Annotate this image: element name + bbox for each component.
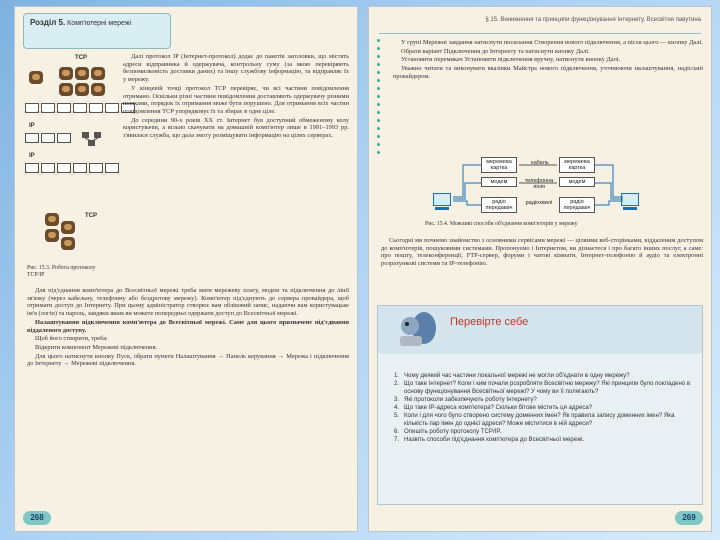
- running-head: § 15. Виникнення та принципи функціонування Інтернету. Всесвітня павутина: [379, 17, 701, 34]
- diagram-box: модем: [481, 177, 517, 187]
- figure-caption: Рис. 15.3. Робота протоколу TCP/IP: [27, 265, 96, 278]
- diagram-box: мережева картка: [481, 157, 517, 173]
- envelope-icon: [41, 133, 55, 143]
- right-page: [368, 6, 712, 532]
- bullet-item: Для цього натиснути кнопку Пуск, обрати пункти Налаштування → Панель керування → Мережа і підключення до Інтернету → Мережеві підключення.: [27, 352, 349, 368]
- dog-image: [61, 237, 75, 250]
- figure-caption: Рис. 15.4. Можливі способи об'єднання комп'ютерів у мережу: [425, 221, 578, 227]
- dog-image: [75, 83, 89, 96]
- envelope-icon: [25, 133, 39, 143]
- computer-stand: [435, 207, 449, 210]
- paragraph: У кінцевій точці протокол TCP перевіряє, чи всі частини повідомлення отримано. Оскільки різні частини повідомлення доставляють одержувачу різними шляхами, порядок їх отримання може бути порушено. Для отримання всіх частин повідомлення TCP упорядковує їх та збирає в одне ціле.: [123, 84, 349, 115]
- question-item: 6. Опишіть роботу протоколу TCP/IP.: [394, 428, 502, 436]
- envelope-icon: [57, 103, 71, 113]
- squirrel-mascot-icon: [394, 310, 438, 350]
- bullet-item: Відкрити компонент Мережеві підключення.: [35, 343, 158, 351]
- envelope-icon: [25, 103, 39, 113]
- section-label: Розділ 5.: [30, 18, 66, 27]
- computer-icon: [621, 193, 639, 206]
- bullet-item: Уважно читати та виконувати вказівки Майстра нового підключення, уточнюючи налаштування, надіслані провайдером.: [393, 65, 703, 80]
- diagram-label: кабель: [531, 160, 549, 166]
- envelope-icon: [57, 133, 71, 143]
- ip-label: IP: [29, 153, 35, 159]
- body-text-bottom: [27, 287, 349, 369]
- tcp-label: TCP: [85, 213, 97, 219]
- envelope-icon: [89, 163, 103, 173]
- tcp-label: TCP: [75, 55, 87, 61]
- question-item: 5. Коли і для чого було створено систему доменних імен? Як правила запису доменних імен? Яка кількість пар імен до однієї адреси? Може міститися в ній адреси?: [394, 412, 675, 427]
- question-list: [394, 372, 696, 445]
- dog-image: [75, 67, 89, 80]
- diagram-label: телефонна лінія: [524, 178, 554, 190]
- bullet-item: Установити перемикач Установити підключення вручну, натиснути кнопку Далі.: [401, 56, 621, 64]
- envelope-icon: [41, 103, 55, 113]
- body-text-top: [123, 53, 349, 141]
- section-header: [23, 13, 171, 49]
- diagram-box: радіо передавач: [559, 197, 595, 213]
- body-text: [381, 237, 703, 269]
- question-item: 3. Які протоколи забезпечують роботу Інтернету?: [394, 395, 537, 403]
- paragraph: Далі протокол IP (Інтернет-протокол) додає до пакетів заголовки, що містять адреси відправника й одержувача, контрольну суму (за якою перевіряють безпомилковість доставки даних) та іншу службову інформацію, та відправляє їх у мережу.: [123, 53, 349, 84]
- diagram-label: радіохвилі: [525, 200, 553, 206]
- diagram-box: радіо передавач: [481, 197, 517, 213]
- packet-row: [25, 103, 135, 113]
- instructions: [393, 39, 703, 82]
- envelope-icon: [25, 163, 39, 173]
- question-item: 7. Назвіть способи під'єднання комп'ютера до Всесвітньої мережі.: [394, 436, 585, 444]
- envelope-icon: [105, 163, 119, 173]
- envelope-icon: [57, 163, 71, 173]
- question-item: 4. Що таке ІР-адреса комп'ютера? Скільки бітове містить ця адреса?: [394, 404, 593, 412]
- envelope-icon: [73, 163, 87, 173]
- computer-stand: [623, 207, 637, 210]
- network-icon: [81, 131, 103, 147]
- envelope-icon: [41, 163, 55, 173]
- question-item: 2. Що таке Інтернет? Коли і ким почали розробляти Всесвітню мережу? Які принципи було покладено в основу функціонування Всесвітньої мережі? У чому ви її полягають?: [394, 380, 691, 395]
- envelope-icon: [89, 103, 103, 113]
- paragraph: Сьогодні ми почнемо знайомство з основними сервісами мережі — цілкими веб-сторінками, віддаленим доступом до комп'ютерів, пошуковими системами. Пропонуємо і Інтернетом, ви дізнаєтеся і про багато інших послуг, а саме: про пошту, телеконференції, FTP-сервер, форуми і чатові кімнати, Інтернет-телефонію й аудіо та електронні розрахункові системи та ІР-телефонію.: [381, 237, 703, 268]
- computer-icon: [433, 193, 451, 206]
- bullet-item: У групі Мережні завдання натиснути посилання Створення нового підключення, а після цього — кнопку Далі.: [401, 39, 703, 46]
- packet-row: [25, 163, 119, 173]
- dog-image: [29, 71, 43, 84]
- bullet-item: Обрати варіант Підключення до Інтернету та натиснути кнопку Далі.: [401, 47, 590, 55]
- packet-row: [25, 133, 71, 143]
- page-number: 268: [23, 511, 51, 525]
- paragraph: До середини 90-х років XX ст. Інтернет був доступний обмеженому колу користувачів, а вільно скачувати на домашній комп'ютер лише в 1991–1993 рр. з'явилася служба, що дала змогу розміщувати інформацію на цілих серверах.: [123, 116, 349, 140]
- self-check-title: Перевірте себе: [450, 316, 529, 328]
- self-check-panel: [377, 305, 703, 505]
- paragraph: Щоб його створити, треба:: [35, 335, 108, 343]
- envelope-icon: [105, 103, 119, 113]
- dog-image: [61, 221, 75, 234]
- paragraph: Налаштування підключення комп'ютера до Всесвітньої мережі. Саме для цього призначене під'єднання віддаленого доступу.: [27, 318, 349, 334]
- dog-image: [91, 83, 105, 96]
- left-page: [14, 6, 358, 532]
- page-number: 269: [675, 511, 703, 525]
- bullet-markers: [377, 39, 381, 159]
- dog-image: [91, 67, 105, 80]
- dog-image: [59, 83, 73, 96]
- dog-image: [45, 229, 59, 242]
- question-item: 1. Чому деякий час частини локальної мережі не могли об'єднати в одну мережу?: [394, 372, 630, 379]
- dog-image: [59, 67, 73, 80]
- diagram-box: модем: [559, 177, 595, 187]
- dog-image: [45, 213, 59, 226]
- ip-label: IP: [29, 123, 35, 129]
- envelope-icon: [73, 103, 87, 113]
- paragraph: Для під'єднання комп'ютера до Всесвітньої мережі треба мати мережеву плату, модем та підключення до лінії зв'язку (через кабельну, телефонну або бездротову мережу). Комп'ютер під'єднують до сервера провайдера, щоб отримати доступ до Інтернету. При цьому адміністратор створює вам обліковий запис, надаючи вам користувацьке ім'я (логін) та пароль, завдяки яким ви можете попередньо одержати доступ до Всесвітньої мережі.: [27, 287, 349, 318]
- diagram-box: мережева картка: [559, 157, 595, 173]
- section-subtitle: Комп'ютерні мережі: [67, 20, 132, 27]
